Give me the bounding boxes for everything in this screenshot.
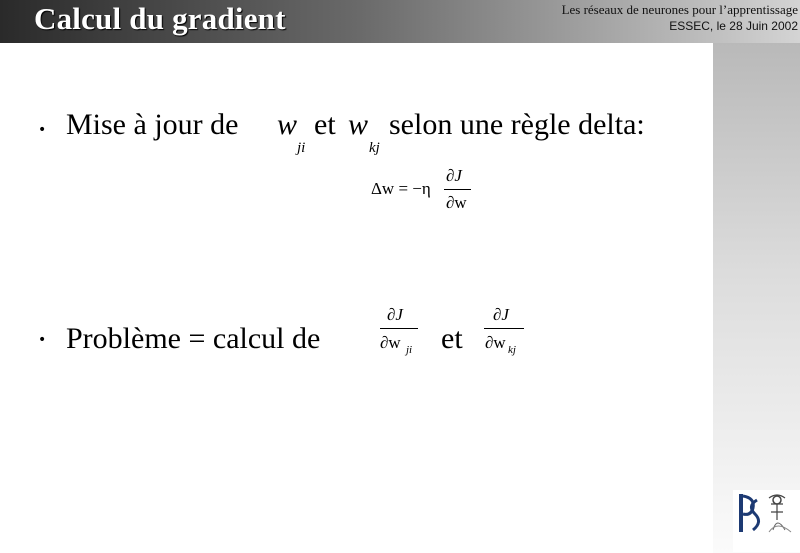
equation-lhs: Δw = −η: [371, 179, 431, 198]
slide-title: Calcul du gradient: [34, 1, 286, 36]
logo-icon: [733, 490, 800, 552]
bullet1-text-after: selon une règle delta:: [389, 108, 645, 141]
equation-denominator: ∂w: [446, 193, 467, 212]
fraction2-bar: [484, 328, 524, 329]
fraction1-numerator: ∂J: [387, 305, 403, 324]
fraction2-denominator: ∂w: [485, 333, 506, 352]
sidebar-gradient: [713, 43, 800, 553]
bullet1-sub-ji: ji: [297, 140, 306, 156]
bullet2-text-before: Problème = calcul de: [66, 322, 321, 355]
bullet-marker: •: [38, 122, 47, 138]
bullet1-var-w: w: [277, 108, 298, 141]
bullet1-sub-kj: kj: [369, 140, 380, 156]
institution-logo: [733, 490, 800, 552]
fraction1-bar: [380, 328, 418, 329]
header-date-line: ESSEC, le 28 Juin 2002: [669, 19, 798, 33]
bullet-marker-2: •: [38, 332, 47, 348]
fraction1-sub: ji: [406, 344, 413, 356]
bullet2-text-mid: et: [441, 322, 463, 355]
bullet1-text-before: Mise à jour de: [66, 108, 239, 141]
equation-fraction-bar: [444, 189, 471, 190]
fraction1-denominator: ∂w: [380, 333, 401, 352]
fraction2-sub: kj: [508, 344, 516, 356]
header-course-line: Les réseaux de neurones pour l’apprentissage: [561, 2, 798, 17]
fraction2-numerator: ∂J: [493, 305, 509, 324]
bullet1-text-mid: et: [314, 108, 336, 141]
bullet1-var-w2: w: [348, 108, 369, 141]
equation-numerator: ∂J: [446, 166, 462, 185]
